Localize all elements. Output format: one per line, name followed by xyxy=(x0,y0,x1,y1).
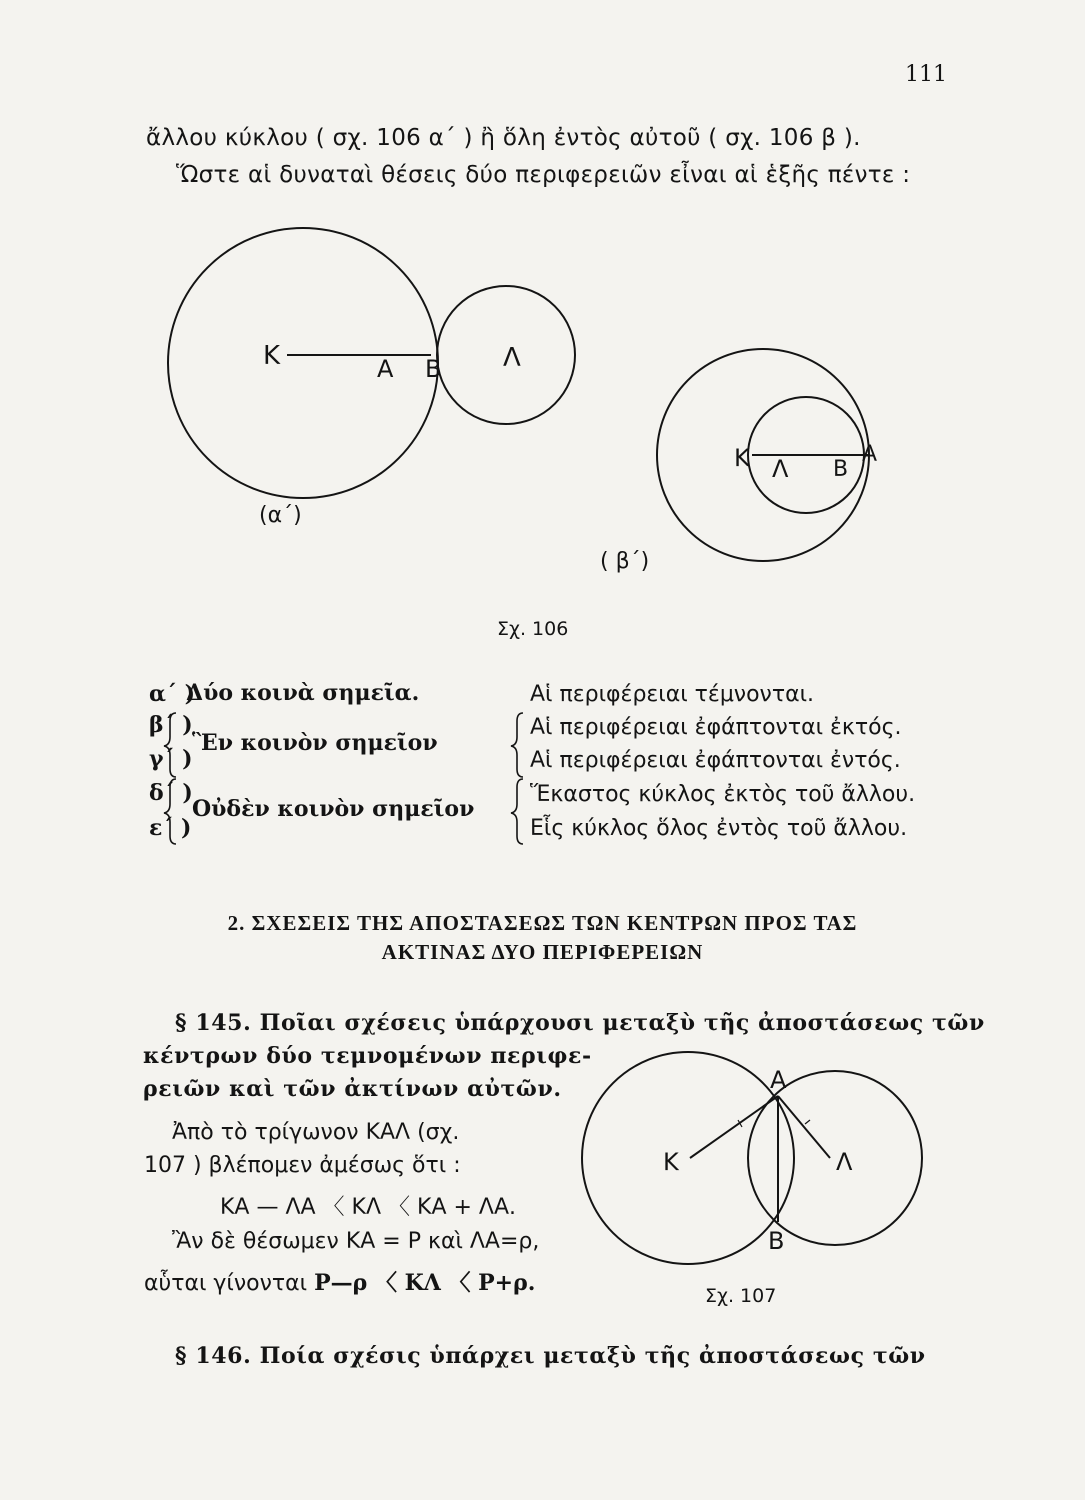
fig107-label-A: Α xyxy=(770,1066,787,1094)
sec145-formula: Ρ—ρ 〈 ΚΛ 〈 Ρ+ρ. xyxy=(314,1270,536,1296)
case-b-label: β΄ ) xyxy=(149,712,193,738)
case-a-label: α΄ ) xyxy=(149,681,195,707)
intro-line-2: Ὥστε αἱ δυναταὶ θέσεις δύο περιφερειῶν εἶναι αἱ ἑξῆς πέντε : xyxy=(176,162,911,188)
fig107-label-B: Β xyxy=(768,1227,785,1255)
page-number: 111 xyxy=(905,62,947,87)
intro-line-1: ἄλλου κύκλου ( σχ. 106 α΄ ) ἢ ὅλη ἐντὸς αὐτοῦ ( σχ. 106 β ). xyxy=(146,125,861,151)
sec145-inequality: ΚΑ — ΛΑ 〈 ΚΛ 〈 ΚΑ + ΛΑ. xyxy=(220,1195,517,1220)
case-a-left: Δύο κοινὰ σημεῖα. xyxy=(186,680,420,706)
sec145-body-1: Ἀπὸ τὸ τρίγωνον ΚΑΛ (σχ. xyxy=(172,1120,460,1145)
fig107-label-L: Λ xyxy=(836,1148,853,1176)
sec145-question-line-1: § 145. Ποῖαι σχέσεις ὑπάρχουσι μεταξὺ τῆς ἀποστάσεως τῶν xyxy=(175,1010,985,1036)
fig106a-label-K: Κ xyxy=(263,341,281,371)
fig107-right-circle xyxy=(748,1071,922,1245)
fig106b-label-L: Λ xyxy=(772,455,789,483)
case-b-right: Αἱ περιφέρειαι ἐφάπτονται ἐκτός. xyxy=(530,715,902,740)
sec145-body-4-prefix: αὗται γίνονται xyxy=(144,1271,308,1296)
fig106b-caption: ( β΄) xyxy=(600,549,650,574)
fig107-segment-KA xyxy=(690,1096,778,1158)
fig106b-label-A: Α xyxy=(862,442,878,467)
fig106a-caption: (α΄) xyxy=(259,503,302,528)
case-d-label: δ΄ ) xyxy=(149,780,193,806)
fig106b-label-K: Κ xyxy=(734,444,750,472)
fig107-left-circle xyxy=(582,1052,794,1264)
section-heading-line-1: 2. ΣΧΕΣΕΙΣ ΤΗΣ ΑΠΟΣΤΑΣΕΩΣ ΤΩΝ ΚΕΝΤΡΩΝ ΠΡΟΣ ΤΑΣ xyxy=(227,911,858,935)
case-bg-left: Ἓν κοινὸν σημεῖον xyxy=(192,730,438,756)
case-e-label: ε΄ ) xyxy=(149,815,192,841)
fig107-segment-LA xyxy=(778,1096,830,1158)
case-e-right: Εἷς κύκλος ὅλος ἐντὸς τοῦ ἄλλου. xyxy=(530,816,908,841)
figure-106-caption: Σχ. 106 xyxy=(497,618,569,640)
section-heading-line-2: ΑΚΤΙΝΑΣ ΔΥΟ ΠΕΡΙΦΕΡΕΙΩΝ xyxy=(381,940,704,964)
fig106a-label-A: Α xyxy=(377,355,394,383)
sec146-question-line-1: § 146. Ποία σχέσις ὑπάρχει μεταξὺ τῆς ἀποστάσεως τῶν xyxy=(175,1343,926,1369)
case-de-left: Οὐδὲν κοινὸν σημεῖον xyxy=(192,796,475,822)
case-d-right: Ἕκαστος κύκλος ἐκτὸς τοῦ ἄλλου. xyxy=(530,782,916,807)
fig106b-label-B: Β xyxy=(833,457,849,482)
fig106a-label-L: Λ xyxy=(503,343,521,373)
fig106a-label-B: Β xyxy=(425,355,442,383)
sec145-question-line-3: ρειῶν καὶ τῶν ἀκτίνων αὐτῶν. xyxy=(143,1076,562,1102)
sec145-body-3: Ἂν δὲ θέσωμεν ΚΑ = Ρ καὶ ΛΑ=ρ, xyxy=(172,1229,540,1254)
fig107-label-K: Κ xyxy=(663,1148,679,1176)
case-g-label: γ΄ ) xyxy=(149,746,193,772)
sec145-body-2: 107 ) βλέπομεν ἀμέσως ὅτι : xyxy=(144,1153,461,1178)
fig107-tick-2 xyxy=(805,1120,810,1124)
sec145-question-line-2: κέντρων δύο τεμνομένων περιφε- xyxy=(143,1043,592,1069)
figure-107-caption: Σχ. 107 xyxy=(705,1285,777,1307)
case-a-right: Αἱ περιφέρειαι τέμνονται. xyxy=(530,682,815,707)
case-g-right: Αἱ περιφέρειαι ἐφάπτονται ἐντός. xyxy=(530,748,901,773)
